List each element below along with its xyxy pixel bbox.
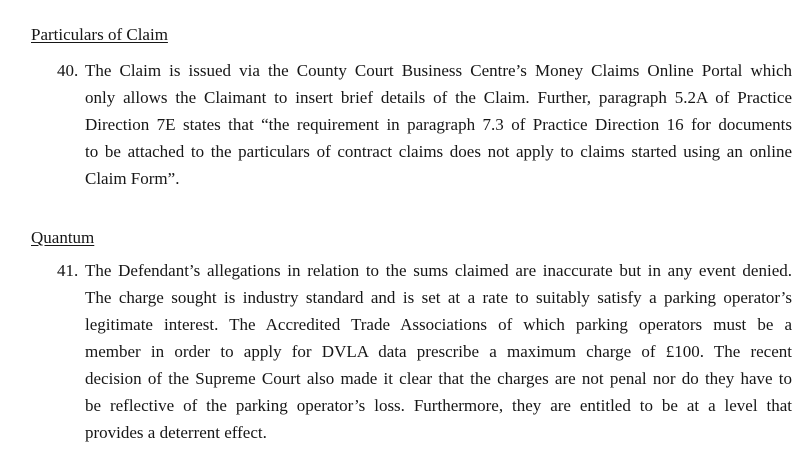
paragraph-text-line: only allows the Claimant to insert brief details of the Claim. Further, paragraph 5.2A of Practice: [85, 88, 792, 107]
paragraph-text-line: The Claim is issued via the County Court Business Centre’s Money Claims Online Portal which: [85, 61, 792, 80]
paragraph-line: [57, 338, 792, 365]
paragraph-line: [57, 419, 792, 446]
paragraph-line: [57, 392, 792, 419]
paragraph-text-line: The Defendant’s allegations in relation to the sums claimed are inaccurate but in any event denied.: [85, 261, 792, 280]
paragraph-line: [57, 311, 792, 338]
paragraph-line: [57, 365, 792, 392]
paragraph-text-line: to be attached to the particulars of contract claims does not apply to claims started using an online: [85, 142, 792, 161]
paragraph-text-line: Direction 7E states that “the requirement in paragraph 7.3 of Practice Direction 16 for documents: [85, 115, 792, 134]
paragraph-text-line: member in order to apply for DVLA data prescribe a maximum charge of £100. The recent: [85, 342, 792, 361]
paragraph-text-line: decision of the Supreme Court also made it clear that the charges are not penal nor do they have to: [85, 369, 792, 388]
paragraph-line: [57, 284, 792, 311]
paragraph-text-line: be reflective of the parking operator’s loss. Furthermore, they are entitled to be at a level that: [85, 396, 792, 415]
paragraph-text-line: provides a deterrent effect.: [85, 423, 267, 442]
paragraph-41: [57, 257, 792, 446]
paragraph-text-line: The charge sought is industry standard and is set at a rate to suitably satisfy a parking operator’s: [85, 288, 792, 307]
paragraph-40: [57, 57, 792, 192]
paragraph-text-line: Claim Form”.: [85, 169, 180, 188]
paragraph-text-line: legitimate interest. The Accredited Trade Associations of which parking operators must be a: [85, 315, 792, 334]
paragraph-line: [57, 84, 792, 111]
section-heading-particulars-of-claim: Particulars of Claim: [31, 25, 168, 44]
section-heading-quantum: Quantum: [31, 228, 95, 247]
paragraph-number: 40.: [57, 61, 79, 80]
paragraph-line: [57, 57, 792, 84]
paragraph-line: [57, 257, 792, 284]
paragraph-line: [57, 111, 792, 138]
paragraph-line: [57, 138, 792, 165]
paragraph-line: [57, 165, 792, 192]
paragraph-number: 41.: [57, 261, 79, 280]
